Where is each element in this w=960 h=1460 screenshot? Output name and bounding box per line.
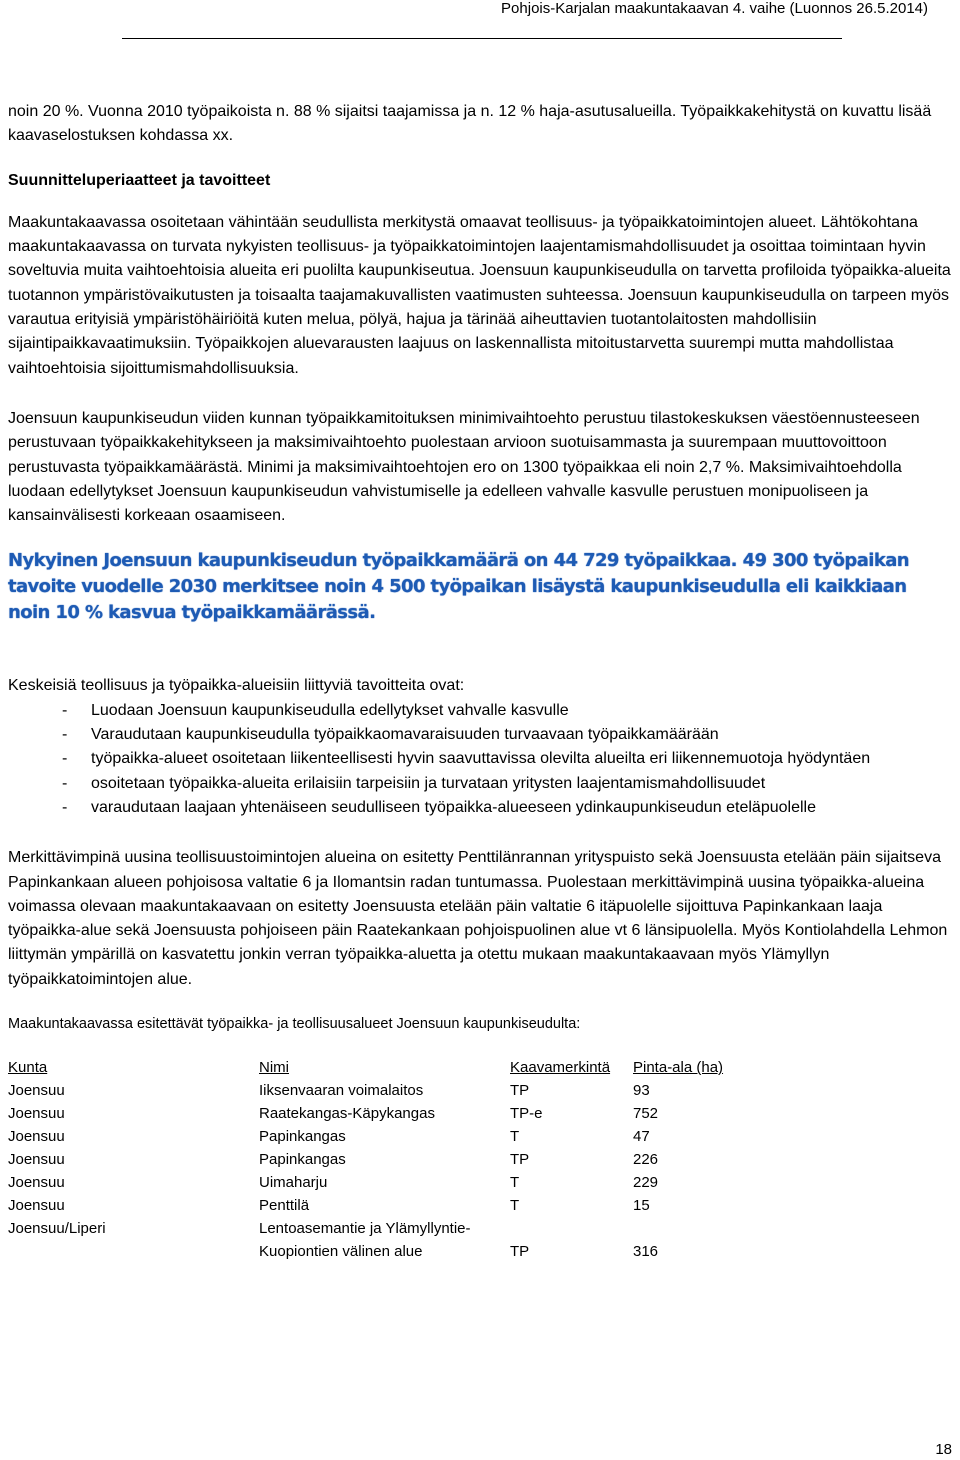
table-row: [8, 1194, 763, 1217]
areas-table: [8, 1056, 763, 1263]
cell-nimi: Uimaharju: [259, 1174, 328, 1192]
list-item: - osoitetaan työpaikka-alueita erilaisiin tarpeisiin ja turvataan yritysten laajentamismahdollisuudet: [8, 772, 952, 796]
page-header: Pohjois-Karjalan maakuntakaavan 4. vaihe (Luonnos 26.5.2014): [501, 0, 928, 17]
goals-list: [8, 699, 952, 820]
cell-pinta-ala: 229: [633, 1174, 659, 1192]
cell-kunta: Joensuu: [8, 1197, 65, 1215]
list-dash: -: [62, 726, 68, 744]
list-item: - varaudutaan laajaan yhtenäiseen seudulliseen työpaikka-alueeseen ydinkaupunkiseudun eteläpuolelle: [8, 796, 952, 820]
cell-kunta: Joensuu: [8, 1105, 65, 1123]
document-body: [8, 100, 952, 1263]
table-row: [8, 1102, 763, 1125]
cell-kunta: Joensuu/Liperi: [8, 1220, 106, 1238]
cell-kunta: Joensuu: [8, 1082, 65, 1100]
cell-nimi: Raatekangas-Käpykangas: [259, 1105, 435, 1123]
table-row: [8, 1148, 763, 1171]
header-rule: [122, 38, 842, 39]
goals-intro: Keskeisiä teollisuus ja työpaikka-alueisiin liittyviä tavoitteita ovat:: [8, 677, 465, 695]
forecast-paragraph: Joensuun kaupunkiseudun viiden kunnan työpaikkamitoituksen minimivaihtoehto perustuu tilastokeskuksen väestöennusteeseen perustuvaan työpaikkakehitykseen ja maksimivaihtoehto puolestaan arvioon suotuisammasta ja suurempaan muuttovoittoon perustuvasta työpaikkamäärästä. Minimi ja maksimivaihtoehtojen ero on 1300 työpaikkaa eli noin 2,7 %. Maksimivaihtoehdolla luodaan edellytykset Joensuun kaupunkiseudun vahvistumiselle ja edelleen vahvalle kasvulle perustuen monipuoliseen ja kansainvälisesti korkeaan osaamiseen.: [8, 409, 920, 525]
table-header-row: [8, 1056, 763, 1079]
cell-kunta: Joensuu: [8, 1128, 65, 1146]
table-row: [8, 1171, 763, 1194]
cell-nimi: Papinkangas: [259, 1151, 346, 1169]
cell-nimi: Papinkangas: [259, 1128, 346, 1146]
list-dash: -: [62, 774, 68, 792]
areas-table-caption: Maakuntakaavassa esitettävät työpaikka- ja teollisuusalueet Joensuun kaupunkiseudulta:: [8, 1016, 581, 1033]
cell-nimi: Penttilä: [259, 1197, 310, 1215]
list-dash: -: [62, 701, 68, 719]
list-dash: -: [62, 798, 68, 816]
column-header-nimi: Nimi: [259, 1059, 289, 1077]
cell-kaavamerkinta: TP: [510, 1082, 530, 1100]
column-header-pinta-ala: Pinta-ala (ha): [633, 1059, 724, 1077]
cell-kaavamerkinta: TP: [510, 1151, 530, 1169]
list-item: - työpaikka-alueet osoitetaan liikenteellisesti hyvin saavuttavissa olevilta alueilta eri liikennemuotoja hyödyntäen: [8, 747, 952, 771]
section-heading: Suunnitteluperiaatteet ja tavoitteet: [8, 171, 271, 189]
cell-kaavamerkinta: T: [510, 1197, 520, 1215]
highlight-statement: Nykyinen Joensuun kaupunkiseudun työpaikkamäärä on 44 729 työpaikkaa. 49 300 työpaikan tavoite vuodelle 2030 merkitsee noin 4 500 työpaikan lisäystä kaupunkiseudulla eli kaikkiaan noin 10 % kasvua työpaikkamäärässä.: [8, 550, 909, 624]
cell-pinta-ala: 47: [633, 1128, 650, 1146]
cell-kaavamerkinta: T: [510, 1128, 520, 1146]
intro-paragraph: noin 20 %. Vuonna 2010 työpaikoista n. 88 % sijaitsi taajamissa ja n. 12 % haja-asutusalueilla. Työpaikkakehitystä on kuvattu lisää kaavaselostuksen kohdassa xx.: [8, 103, 932, 145]
page-number: 18: [935, 1441, 952, 1458]
cell-kaavamerkinta: T: [510, 1174, 520, 1192]
new-areas-paragraph: Merkittävimpinä uusina teollisuustoimintojen alueina on esitetty Penttilänrannan yrityspuisto sekä Joensuusta etelään päin sijaitseva Papinkankaan alueen pohjoisosa valtatie 6 ja Ilomantsin radan tuntumassa. Puolestaan merkittävimpinä uusina työpaikka-alueina voimassa olevaan maakuntakaavaan on esitetty Joensuusta etelään päin valtatie 6 itäpuolelle sijoittuva Papinkankaan laaja työpaikka-alue sekä Joensuusta pohjoiseen päin Raatekankaan pohjoispuolinen alue vt 6 länsipuolella. Myös Kontiolahdella Lehmon liittymän ympärillä on kasvatettu jonkin verran työpaikka-aluetta ja otettu mukaan maakuntakaavaan myös Ylämyllyn työpaikkatoimintojen alue.: [8, 849, 948, 988]
table-row: [8, 1217, 763, 1263]
cell-kaavamerkinta: TP-e: [510, 1105, 543, 1123]
cell-kunta: Joensuu: [8, 1174, 65, 1192]
cell-pinta-ala: 93: [633, 1082, 650, 1100]
list-dash: -: [62, 750, 68, 768]
cell-pinta-ala: 752: [633, 1105, 659, 1123]
cell-kunta: Joensuu: [8, 1151, 65, 1169]
cell-pinta-ala: 316: [633, 1243, 659, 1261]
column-header-kaavamerkinta: Kaavamerkintä: [510, 1059, 611, 1077]
cell-pinta-ala: 15: [633, 1197, 650, 1215]
cell-nimi: Lentoasemantie ja Ylämyllyntie-Kuopiontien välinen alue: [259, 1220, 471, 1261]
cell-kaavamerkinta: TP: [510, 1243, 530, 1261]
principles-paragraph: Maakuntakaavassa osoitetaan vähintään seudullista merkitystä omaavat teollisuus- ja työpaikkatoimintojen alueet. Lähtökohtana maakuntakaavassa on turvata nykyisten teollisuus- ja työpaikkatoimintojen laajentamismahdollisuudet ja osoittaa toimintaan hyvin soveltuvia muita vaihtoehtoisia alueita eri puolilta kaupunkiseutua. Joensuun kaupunkiseudulla on tarvetta profiloida työpaikka-alueita tuotannon ympäristövaikutusten ja toisaalta taajamakuvallisten vaatimusten suhteessa. Joensuun kaupunkiseudulla on tarpeen myös varautua erityisiä ympäristöhäiriöitä kuten melua, pölyä, hajua ja tärinää aiheuttavien tuotantolaitosten mahdollisiin sijaintipaikkavaatimuksiin. Työpaikkojen aluevarausten laajuus on laskennallista mitoitustarvetta suurempi mutta mahdollistaa vaihtoehtoisia sijoittumismahdollisuuksia.: [8, 213, 951, 377]
list-item: - Luodaan Joensuun kaupunkiseudulla edellytykset vahvalle kasvulle: [8, 699, 952, 723]
column-header-kunta: Kunta: [8, 1059, 48, 1077]
table-row: [8, 1125, 763, 1148]
cell-pinta-ala: 226: [633, 1151, 659, 1169]
list-item: - Varaudutaan kaupunkiseudulla työpaikkaomavaraisuuden turvaavaan työpaikkamäärään: [8, 723, 952, 747]
table-row: [8, 1079, 763, 1102]
cell-nimi: Iiksenvaaran voimalaitos: [259, 1082, 424, 1100]
